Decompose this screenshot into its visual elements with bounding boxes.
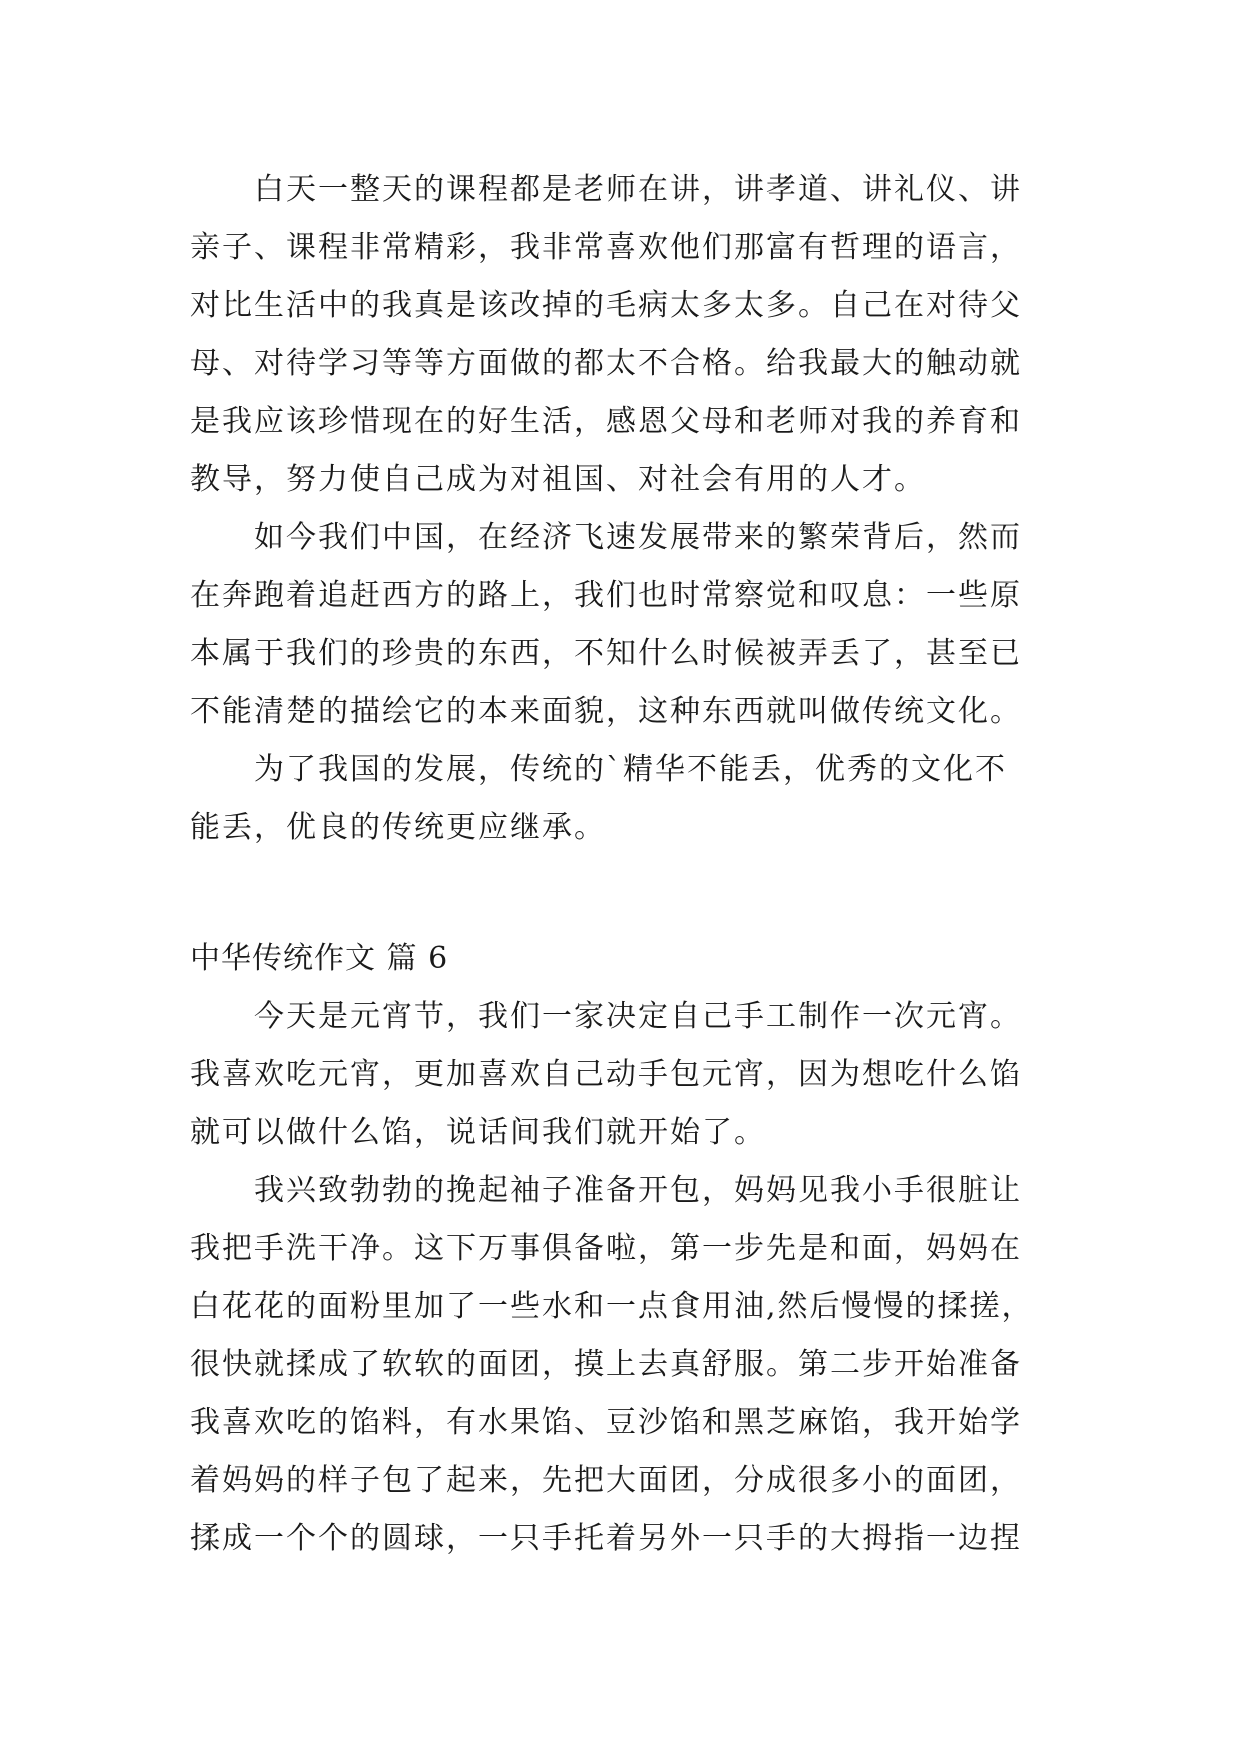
text-line: 是我应该珍惜现在的好生活，感恩父母和老师对我的养育和 [190, 404, 1022, 439]
text-line: 我喜欢吃元宵，更加喜欢自己动手包元宵，因为想吃什么馅 [190, 1057, 1022, 1092]
text-line: 如今我们中国，在经济飞速发展带来的繁荣背后，然而 [190, 520, 1022, 555]
text-line: 今天是元宵节，我们一家决定自己手工制作一次元宵。 [190, 999, 1022, 1034]
section-heading: 中华传统作文 篇 6 [190, 941, 449, 976]
text-line: 能丢，优良的传统更应继承。 [190, 810, 606, 845]
section-b [190, 930, 1070, 1568]
text-line: 在奔跑着追赶西方的路上，我们也时常察觉和叹息：一些原 [190, 578, 1022, 613]
text-line: 教导，努力使自己成为对祖国、对社会有用的人才。 [190, 462, 926, 497]
paragraph [190, 1162, 1070, 1568]
text-line: 我把手洗干净。这下万事俱备啦，第一步先是和面，妈妈在 [190, 1231, 1022, 1266]
text-line: 我兴致勃勃的挽起袖子准备开包，妈妈见我小手很脏让 [190, 1173, 1022, 1208]
text-line: 揉成一个个的圆球，一只手托着另外一只手的大拇指一边捏 [190, 1521, 1022, 1556]
text-line: 对比生活中的我真是该改掉的毛病太多太多。自己在对待父 [190, 288, 1022, 323]
text-line: 母、对待学习等等方面做的都太不合格。给我最大的触动就 [190, 346, 1022, 381]
section-a [190, 161, 1070, 857]
paragraph [190, 741, 1070, 857]
text-line: 很快就揉成了软软的面团，摸上去真舒服。第二步开始准备 [190, 1347, 1022, 1382]
text-line: 白天一整天的课程都是老师在讲，讲孝道、讲礼仪、讲 [190, 172, 1022, 207]
text-line: 就可以做什么馅，说话间我们就开始了。 [190, 1115, 766, 1150]
text-line: 我喜欢吃的馅料，有水果馅、豆沙馅和黑芝麻馅，我开始学 [190, 1405, 1022, 1440]
text-line: 为了我国的发展，传统的`精华不能丢，优秀的文化不 [190, 752, 1007, 787]
text-line: 亲子、课程非常精彩，我非常喜欢他们那富有哲理的语言， [190, 230, 1022, 265]
text-line: 着妈妈的样子包了起来，先把大面团，分成很多小的面团， [190, 1463, 1022, 1498]
text-line: 白花花的面粉里加了一些水和一点食用油,然后慢慢的揉搓， [190, 1289, 1034, 1324]
paragraph [190, 509, 1070, 741]
paragraph [190, 988, 1070, 1162]
text-line: 不能清楚的描绘它的本来面貌，这种东西就叫做传统文化。 [190, 694, 1022, 729]
paragraph [190, 161, 1070, 509]
text-line: 本属于我们的珍贵的东西，不知什么时候被弄丢了，甚至已 [190, 636, 1022, 671]
